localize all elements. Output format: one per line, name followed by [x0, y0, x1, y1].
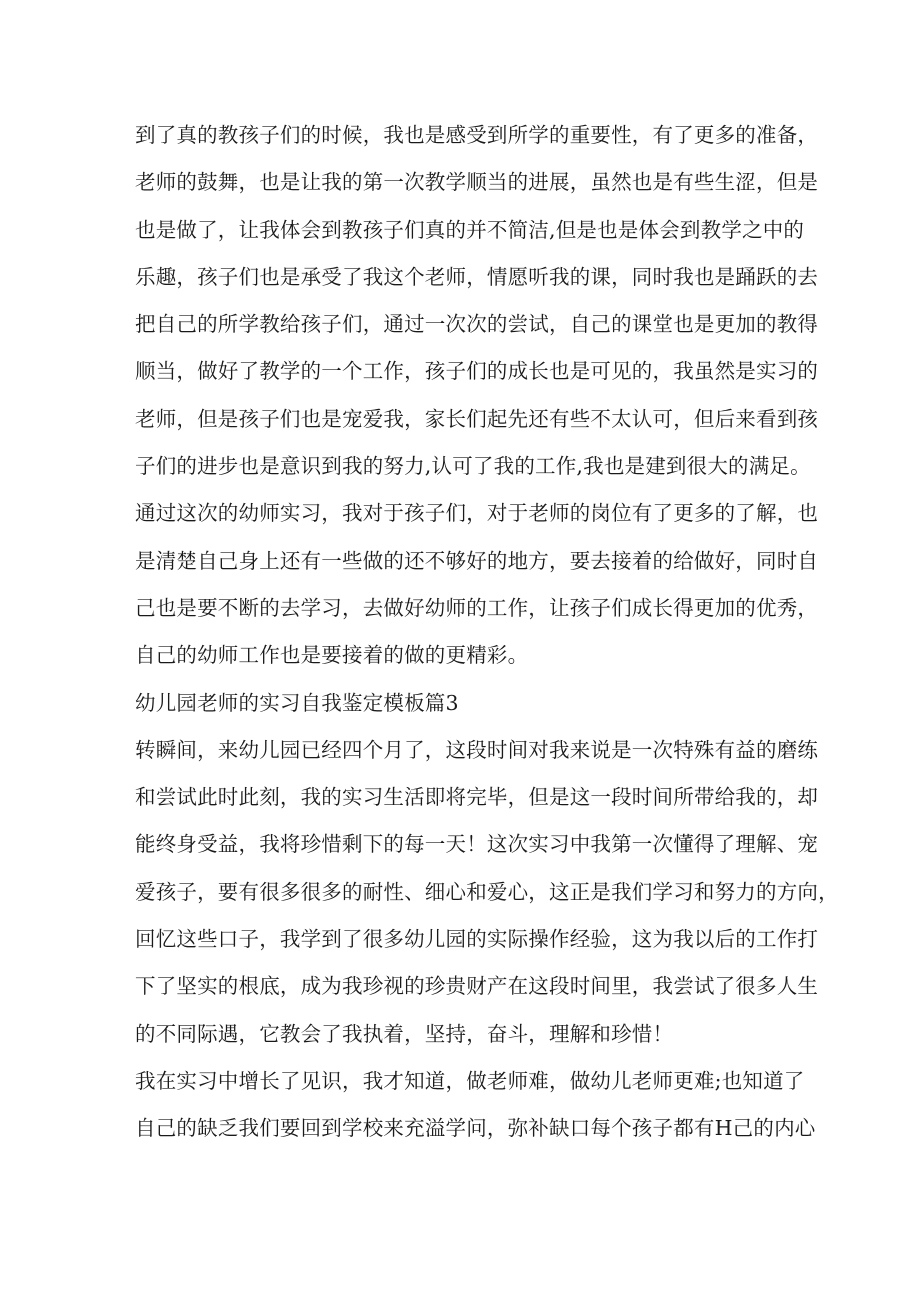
text-line: 转瞬间，来幼儿园已经四个月了，这段时间对我来说是一次特殊有益的磨练: [135, 737, 819, 762]
text-line: 把自己的所学教给孩子们，通过一次次的尝试，自己的课堂也是更加的教得: [135, 312, 819, 337]
section-heading: 幼儿园老师的实习自我鉴定模板篇3: [135, 690, 459, 715]
text-line: 老师，但是孩子们也是宠爱我，家长们起先还有些不太认可，但后来看到孩: [135, 406, 819, 431]
text-line: 我在实习中增长了见识，我才知道，做老师难，做幼儿老师更难;也知道了: [135, 1068, 805, 1093]
text-line: 老师的鼓舞，也是让我的第一次教学顺当的进展，虽然也是有些生涩，但是: [135, 170, 819, 195]
text-line: 也是做了，让我体会到教孩子们真的并不简洁,但是也是体会到教学之中的: [135, 217, 805, 242]
text-line: 己也是要不断的去学习，去做好幼师的工作，让孩子们成长得更加的优秀，: [135, 595, 819, 620]
text-line: 爱孩子，要有很多很多的耐性、细心和爱心，这正是我们学习和努力的方向，: [135, 879, 839, 904]
text-line: 下了坚实的根底，成为我珍视的珍贵财产在这段时间里，我尝试了很多人生: [135, 974, 819, 999]
text-line: 顺当，做好了教学的一个工作，孩子们的成长也是可见的，我虽然是实习的: [135, 359, 819, 384]
text-line: 子们的进步也是意识到我的努力,认可了我的工作,我也是建到很大的满足。: [135, 454, 811, 479]
text-line: 自己的幼师工作也是要接着的做的更精彩。: [135, 643, 529, 668]
text-line: 自己的缺乏我们要回到学校来充溢学问，弥补缺口每个孩子都有H己的内心: [135, 1116, 816, 1141]
text-line: 和尝试此时此刻，我的实习生活即将完毕，但是这一段时间所带给我的，却: [135, 785, 819, 810]
text-line: 能终身受益，我将珍惜剩下的每一天！这次实习中我第一次懂得了理解、宠: [135, 832, 819, 857]
text-line: 是清楚自己身上还有一些做的还不够好的地方，要去接着的给做好，同时自: [135, 548, 819, 573]
text-line: 乐趣，孩子们也是承受了我这个老师，情愿听我的课，同时我也是踊跃的去: [135, 264, 819, 289]
text-line: 通过这次的幼师实习，我对于孩子们，对于老师的岗位有了更多的了解，也: [135, 501, 819, 526]
text-line: 到了真的教孩子们的时候，我也是感受到所学的重要性，有了更多的准备，: [135, 123, 819, 147]
text-line: 回忆这些口子，我学到了很多幼儿园的实际操作经验，这为我以后的工作打: [135, 927, 819, 952]
text-line: 的不同际遇，它教会了我执着，坚持，奋斗，理解和珍惜！: [135, 1021, 674, 1046]
document-body: [135, 112, 839, 1153]
